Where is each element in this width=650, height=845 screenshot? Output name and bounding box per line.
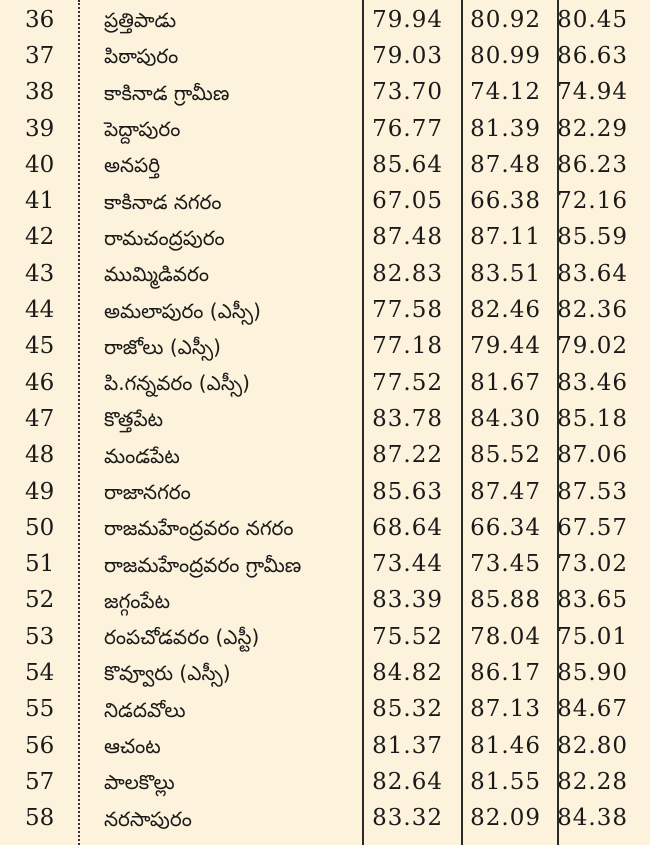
value-1: 85.32: [372, 696, 443, 723]
value-2: 81.46: [470, 732, 541, 759]
table-row: [0, 111, 650, 147]
table-row: [0, 728, 650, 764]
value-2: 82.46: [470, 297, 541, 324]
row-number: 36: [25, 6, 55, 33]
table-row: [0, 401, 650, 437]
constituency-name: నరసాపురం: [104, 806, 192, 831]
value-1: 85.64: [372, 151, 443, 178]
row-number: 56: [25, 732, 55, 759]
row-number: 53: [25, 623, 55, 650]
value-1: 83.78: [372, 405, 443, 432]
value-1: 82.83: [372, 260, 443, 287]
value-1: 75.52: [372, 623, 443, 650]
table-row: [0, 619, 650, 655]
value-2: 84.30: [470, 405, 541, 432]
value-2: 66.34: [470, 514, 541, 541]
value-3: 75.01: [557, 623, 628, 650]
table-row: [0, 692, 650, 728]
row-number: 46: [25, 369, 55, 396]
table-row: [0, 546, 650, 582]
value-1: 68.64: [372, 514, 443, 541]
value-3: 74.94: [557, 79, 628, 106]
row-number: 38: [25, 79, 55, 106]
results-table: [0, 2, 650, 837]
value-1: 79.03: [372, 42, 443, 69]
table-row: [0, 38, 650, 74]
value-1: 79.94: [372, 6, 443, 33]
value-1: 82.64: [372, 768, 443, 795]
value-3: 85.18: [557, 405, 628, 432]
value-2: 87.11: [470, 224, 541, 251]
value-3: 86.23: [557, 151, 628, 178]
value-3: 86.63: [557, 42, 628, 69]
value-3: 83.46: [557, 369, 628, 396]
value-3: 73.02: [557, 551, 628, 578]
constituency-name: అనపర్తి: [104, 153, 161, 178]
value-2: 85.88: [470, 587, 541, 614]
table-row: [0, 147, 650, 183]
constituency-name: పిఠాపురం: [104, 44, 179, 69]
row-number: 37: [25, 42, 55, 69]
table-row: [0, 256, 650, 292]
value-3: 87.06: [557, 442, 628, 469]
value-1: 73.70: [372, 79, 443, 106]
value-2: 74.12: [470, 79, 541, 106]
row-number: 57: [25, 768, 55, 795]
table-row: [0, 438, 650, 474]
value-2: 79.44: [470, 333, 541, 360]
row-number: 55: [25, 696, 55, 723]
row-number: 45: [25, 333, 55, 360]
table-row: [0, 510, 650, 546]
value-2: 81.39: [470, 115, 541, 142]
value-3: 87.53: [557, 478, 628, 505]
value-3: 80.45: [557, 6, 628, 33]
table-row: [0, 365, 650, 401]
table-row: [0, 764, 650, 800]
value-2: 81.55: [470, 768, 541, 795]
row-number: 39: [25, 115, 55, 142]
constituency-name: కొవ్వూరు (ఎస్సీ): [104, 661, 231, 686]
table-row: [0, 655, 650, 691]
table-row: [0, 292, 650, 328]
constituency-name: పి.గన్నవరం (ఎస్సీ): [104, 371, 250, 396]
row-number: 51: [25, 551, 55, 578]
value-3: 84.67: [557, 696, 628, 723]
table-row: [0, 2, 650, 38]
table-row: [0, 220, 650, 256]
constituency-name: మండపేట: [104, 443, 180, 468]
value-3: 85.90: [557, 659, 628, 686]
constituency-name: రాజానగరం: [104, 480, 191, 504]
table-row: [0, 474, 650, 510]
value-1: 77.18: [372, 333, 443, 360]
value-3: 83.64: [557, 260, 628, 287]
constituency-name: జగ్గంపేట: [104, 588, 171, 613]
constituency-name: రాజమహేంద్రవరం నగరం: [104, 516, 294, 541]
table-row: [0, 75, 650, 111]
value-3: 79.02: [557, 333, 628, 360]
value-1: 77.58: [372, 297, 443, 324]
value-1: 77.52: [372, 369, 443, 396]
value-3: 82.80: [557, 732, 628, 759]
row-number: 44: [25, 297, 55, 324]
value-1: 73.44: [372, 551, 443, 578]
value-2: 80.92: [470, 6, 541, 33]
value-3: 82.28: [557, 768, 628, 795]
constituency-name: ఆచంట: [104, 734, 161, 759]
row-number: 41: [25, 188, 55, 215]
constituency-name: అమలాపురం (ఎస్సీ): [104, 298, 261, 323]
row-number: 42: [25, 224, 55, 251]
value-2: 87.13: [470, 696, 541, 723]
value-1: 67.05: [372, 188, 443, 215]
value-1: 83.32: [372, 805, 443, 832]
value-2: 87.47: [470, 478, 541, 505]
table-body: [0, 2, 650, 837]
table-row: [0, 183, 650, 219]
value-2: 73.45: [470, 551, 541, 578]
value-1: 87.48: [372, 224, 443, 251]
value-3: 84.38: [557, 805, 628, 832]
row-number: 47: [25, 405, 55, 432]
value-3: 83.65: [557, 587, 628, 614]
value-3: 67.57: [557, 514, 628, 541]
table-row: [0, 583, 650, 619]
value-1: 87.22: [372, 442, 443, 469]
value-2: 78.04: [470, 623, 541, 650]
value-2: 85.52: [470, 442, 541, 469]
constituency-name: ముమ్మిడివరం: [104, 262, 209, 287]
row-number: 48: [25, 442, 55, 469]
row-number: 50: [25, 514, 55, 541]
value-2: 82.09: [470, 805, 541, 832]
constituency-name: పెద్దాపురం: [104, 117, 181, 142]
constituency-name: రాజమహేంద్రవరం గ్రామీణ: [104, 552, 302, 577]
row-number: 52: [25, 587, 55, 614]
row-number: 43: [25, 260, 55, 287]
row-number: 54: [25, 659, 55, 686]
value-1: 83.39: [372, 587, 443, 614]
value-1: 84.82: [372, 659, 443, 686]
value-1: 76.77: [372, 115, 443, 142]
row-number: 49: [25, 478, 55, 505]
constituency-name: కాకినాడ నగరం: [104, 189, 222, 214]
constituency-name: ప్రత్తిపాడు: [104, 8, 177, 33]
table-row: [0, 801, 650, 837]
value-3: 72.16: [557, 188, 628, 215]
constituency-name: రామచంద్రపురం: [104, 225, 225, 250]
row-number: 40: [25, 151, 55, 178]
value-1: 81.37: [372, 732, 443, 759]
value-2: 66.38: [470, 188, 541, 215]
value-2: 86.17: [470, 659, 541, 686]
value-3: 82.36: [557, 297, 628, 324]
constituency-name: నిడదవోలు: [104, 697, 186, 722]
value-3: 82.29: [557, 115, 628, 142]
value-2: 83.51: [470, 260, 541, 287]
value-1: 85.63: [372, 478, 443, 505]
constituency-name: రంపచోడవరం (ఎస్టీ): [104, 625, 260, 650]
row-number: 58: [25, 805, 55, 832]
constituency-name: కొత్తపేట: [104, 407, 164, 432]
value-2: 81.67: [470, 369, 541, 396]
constituency-name: పాలకొల్లు: [104, 770, 175, 795]
table-row: [0, 329, 650, 365]
constituency-name: కాకినాడ గ్రామీణ: [104, 80, 230, 105]
value-3: 85.59: [557, 224, 628, 251]
constituency-name: రాజోలు (ఎస్సీ): [104, 334, 221, 359]
value-2: 80.99: [470, 42, 541, 69]
value-2: 87.48: [470, 151, 541, 178]
